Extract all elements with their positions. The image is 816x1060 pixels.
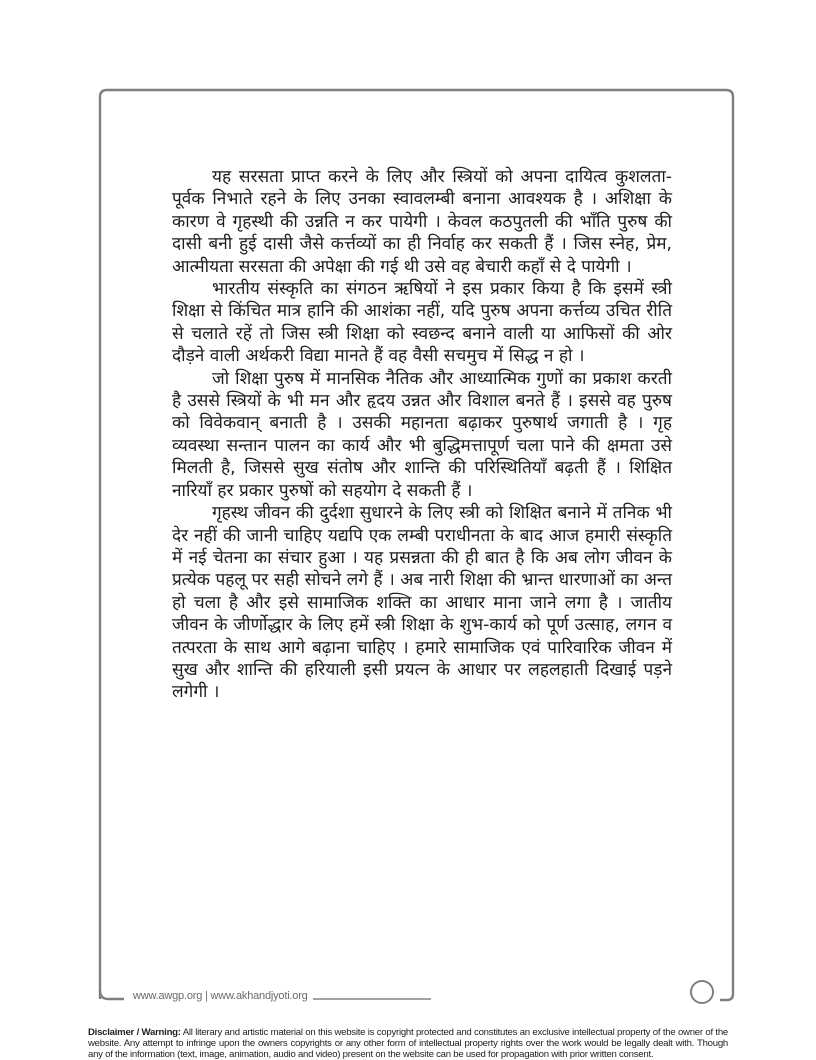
disclaimer-text: All literary and artistic material on this website is copyright protected and constitutes an exclusive intellectual property of the owner of the website. Any attempt to infringe upon the owners copyrights or any other form of intellectual property rights over the work would be legally dealt with. Though any of the information (text, image, animation, audio and video) present on the website can be used for propagation with prior written consent. bbox=[88, 1027, 728, 1060]
footer-website-links: www.awgp.org | www.akhandjyoti.org bbox=[133, 990, 308, 1002]
paragraph: गृहस्थ जीवन की दुर्दशा सुधारने के लिए स्त्री को शिक्षित बनाने में तनिक भी देर नहीं की जानी चाहिए यद्यपि एक लम्बी पराधीनता के बाद आज हमारी संस्कृति में नई चेतना का संचार हुआ । यह प्रसन्नता की ही बात है कि अब लोग जीवन के प्रत्येक पहलू पर सही सोचने लगे हैं । अब नारी शिक्षा की भ्रान्त धारणाओं का अन्त हो चला है और इसे सामाजिक शक्ति का आधार माना जाने लगा है । जातीय जीवन के जीर्णोद्धार के लिए हमें स्त्री शिक्षा के शुभ-कार्य को पूर्ण उत्साह, लगन व तत्परता के साथ आगे बढ़ाना चाहिए । हमारे सामाजिक एवं पारिवारिक जीवन में सुख और शान्ति की हरियाली इसी प्रयत्न के आधार पर लहलहाती दिखाई पड़ने लगेगी । bbox=[172, 503, 672, 703]
page-frame-bottom-left bbox=[100, 990, 124, 999]
article-body bbox=[172, 166, 672, 704]
disclaimer-label: Disclaimer / Warning: bbox=[88, 1027, 181, 1038]
paragraph: यह सरसता प्राप्त करने के लिए और स्त्रियों को अपना दायित्व कुशलता-पूर्वक निभाते रहने के लिए उनका स्वावलम्बी बनाना आवश्यक है । अशिक्षा के कारण वे गृहस्थी की उन्नति न कर पायेगी । केवल कठपुतली की भाँति पुरुष की दासी बनी हुई दासी जैसे कर्त्तव्यों का ही निर्वाह कर सकती हैं । जिस स्नेह, प्रेम, आत्मीयता सरसता की अपेक्षा की गई थी उसे वह बेचारी कहाँ से दे पायेगी । bbox=[172, 167, 672, 277]
paragraph: जो शिक्षा पुरुष में मानसिक नैतिक और आध्यात्मिक गुणों का प्रकाश करती है उससे स्त्रियों के भी मन और हृदय उन्नत और विशाल बनते हैं । इससे वह पुरुष को विवेकवान् बनाती है । उसकी महानता बढ़ाकर पुरुषार्थ जगाती है । गृह व्यवस्था सन्तान पालन का कार्य और भी बुद्धिमत्तापूर्ण चला पाने की क्षमता उसे मिलती है, जिससे सुख संतोष और शान्ति की परिस्थितियाँ बढ़ती हैं । शिक्षित नारियाँ हर प्रकार पुरुषों को सहयोग दे सकती हैं । bbox=[172, 368, 672, 501]
paragraph: भारतीय संस्कृति का संगठन ऋषियों ने इस प्रकार किया है कि इसमें स्त्री शिक्षा से किंचित मात्र हानि की आशंका नहीं, यदि पुरुष अपना कर्त्तव्य उचित रीति से चलाते रहें तो जिस स्त्री शिक्षा को स्वछन्द बनाने वाली या आफिसों की ओर दौड़ने वाली अर्थकरी विद्या मानते हैं वह वैसी सचमुच में सिद्ध न हो । bbox=[172, 279, 672, 367]
disclaimer bbox=[88, 1027, 728, 1060]
page-number-circle-icon bbox=[690, 980, 714, 1004]
